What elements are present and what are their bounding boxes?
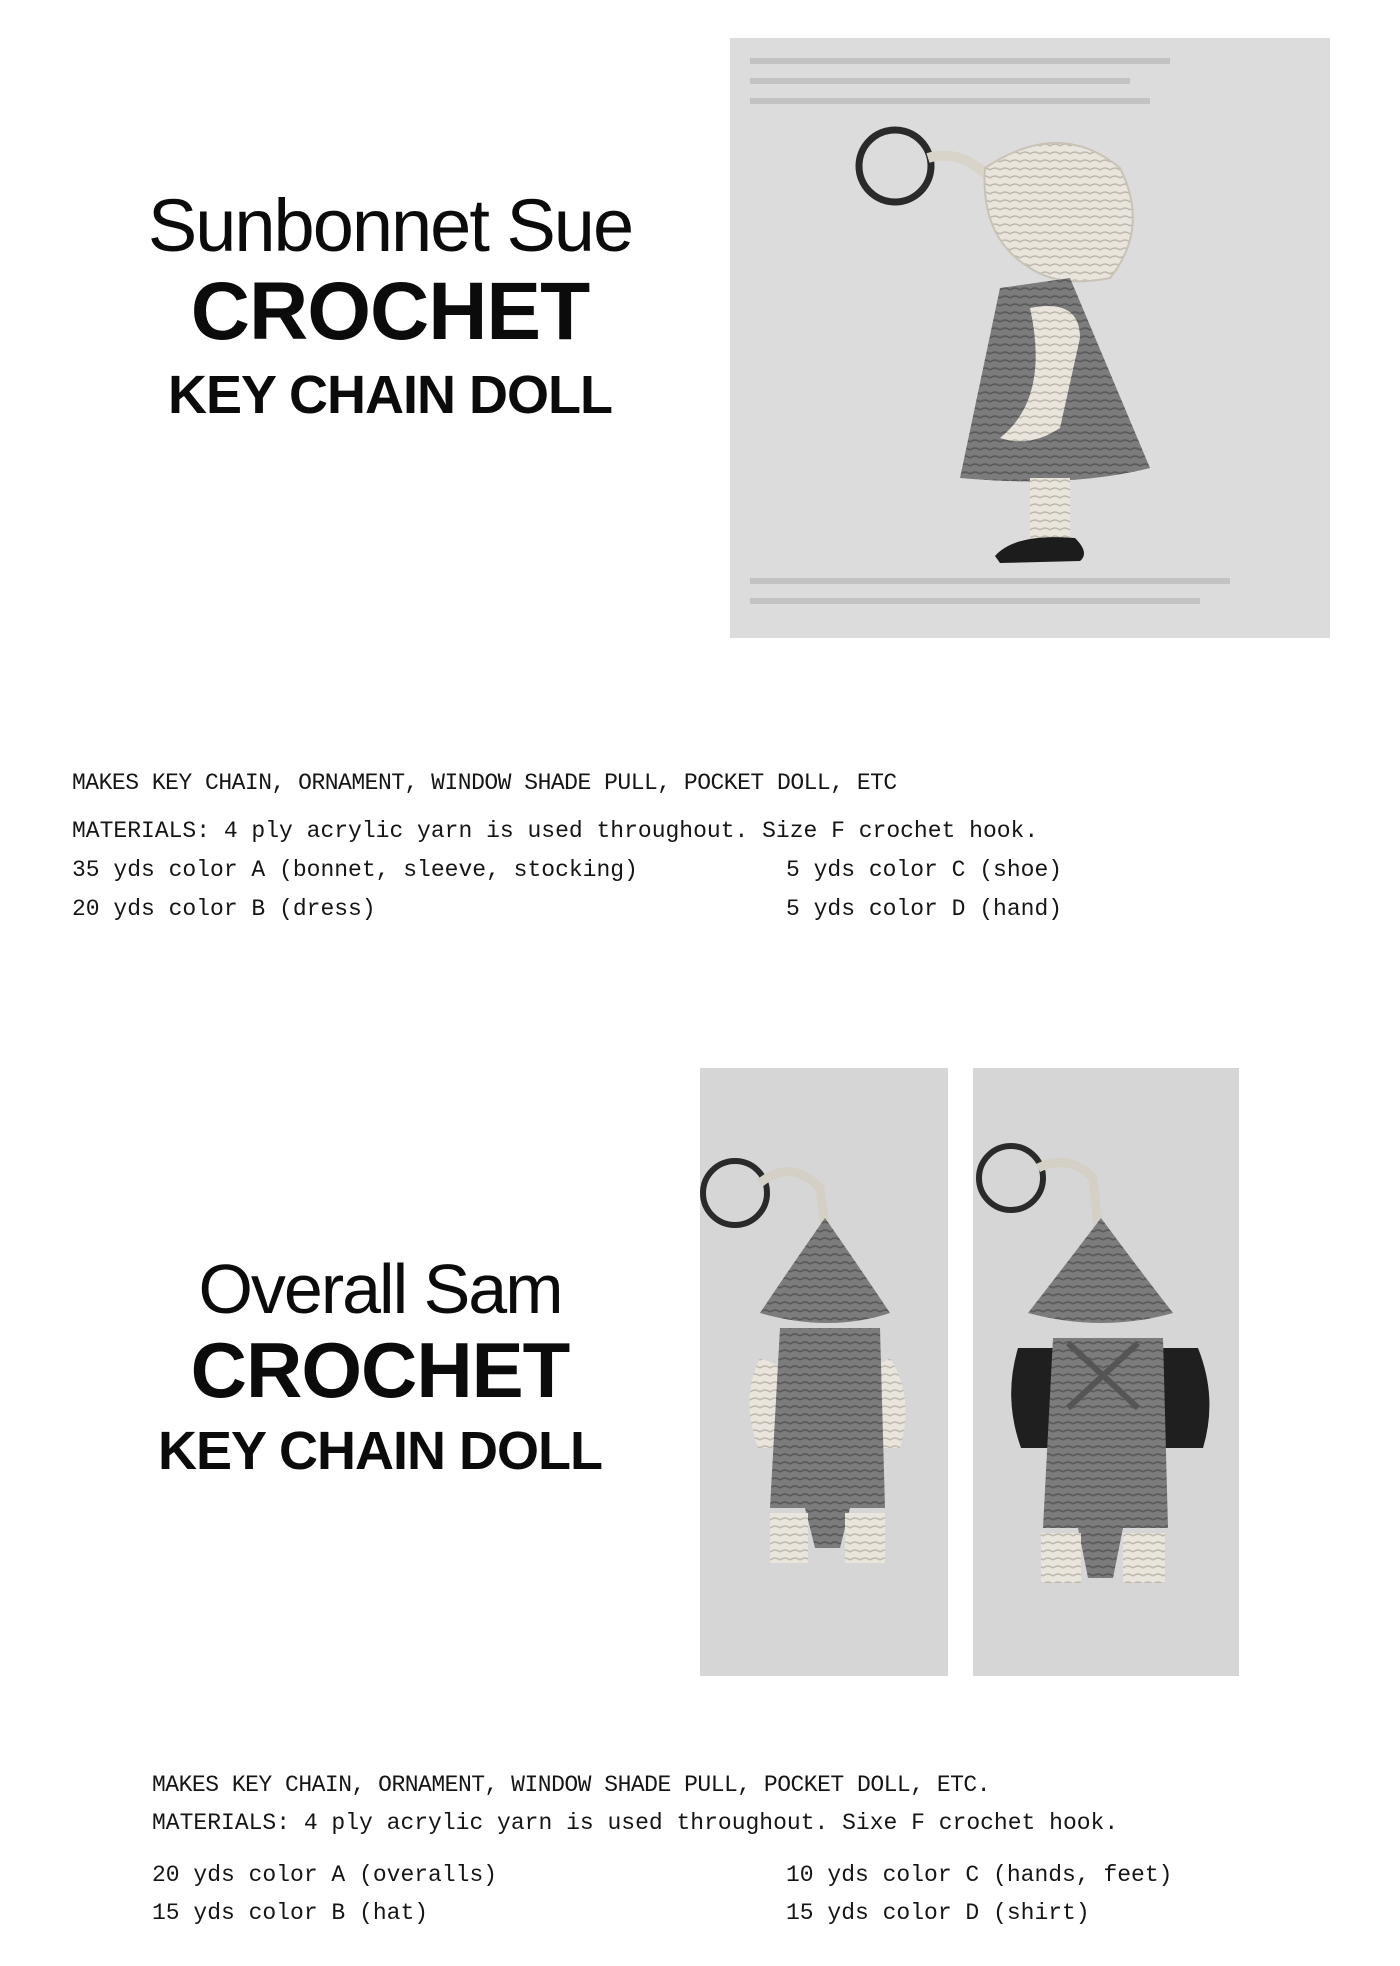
sue-title-name: Sunbonnet Sue [147, 184, 633, 267]
sam-title-name: Overall Sam [198, 1250, 562, 1328]
sue-color-d: 5 yds color D (hand) [786, 896, 1063, 922]
sam-title-keychain: KEY CHAIN DOLL [157, 1421, 603, 1481]
sam-color-c: 10 yds color C (hands, feet) [786, 1862, 1173, 1888]
sam-title-crochet: CROCHET [190, 1326, 570, 1414]
overall-sam-back-photo [973, 1068, 1239, 1676]
sam-color-a: 20 yds color A (overalls) [152, 1862, 498, 1888]
sue-color-a: 35 yds color A (bonnet, sleeve, stocking) [72, 857, 638, 883]
sam-makes-line: MAKES KEY CHAIN, ORNAMENT, WINDOW SHADE PULL, POCKET DOLL, ETC. [152, 1772, 991, 1798]
sam-color-d: 15 yds color D (shirt) [786, 1900, 1090, 1926]
overall-sam-title [130, 1250, 630, 1490]
sam-materials-line: MATERIALS: 4 ply acrylic yarn is used throughout. Sixe F crochet hook. [152, 1810, 1119, 1836]
sue-color-b: 20 yds color B (dress) [72, 896, 376, 922]
sam-color-b: 15 yds color B (hat) [152, 1900, 429, 1926]
sunbonnet-sue-title [100, 185, 680, 433]
sue-materials-line: MATERIALS: 4 ply acrylic yarn is used throughout. Size F crochet hook. [72, 818, 1039, 844]
sue-makes-line: MAKES KEY CHAIN, ORNAMENT, WINDOW SHADE PULL, POCKET DOLL, ETC [72, 770, 897, 796]
sunbonnet-sue-doll-photo [730, 38, 1330, 638]
overall-sam-front-photo [700, 1068, 948, 1676]
sue-title-crochet: CROCHET [190, 266, 590, 357]
sue-title-keychain: KEY CHAIN DOLL [167, 365, 613, 425]
sue-color-c: 5 yds color C (shoe) [786, 857, 1063, 883]
